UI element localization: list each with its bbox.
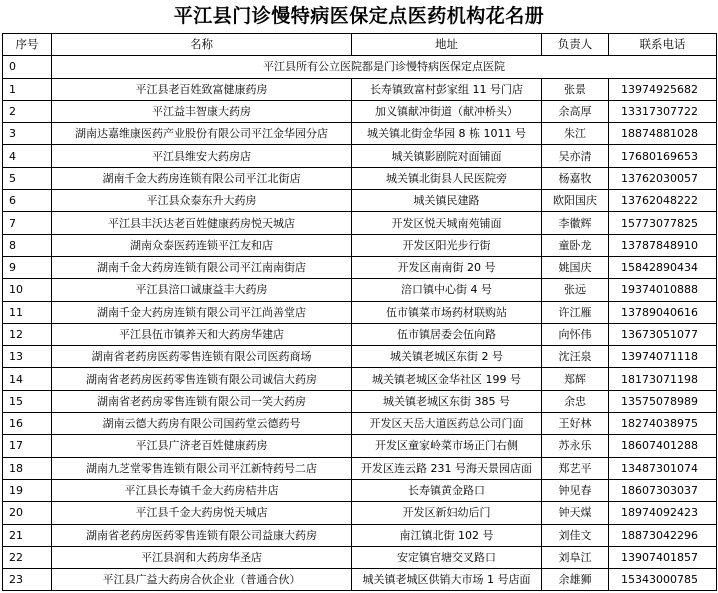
row-phone: 17680169653 bbox=[609, 145, 717, 167]
row-name: 湖南千金大药房连锁有限公司平江南南街店 bbox=[52, 256, 352, 278]
row-no: 2 bbox=[3, 100, 52, 122]
row-address: 城关镇北街金华园 8 栋 1011 号 bbox=[352, 123, 542, 145]
row-address: 伍市镇菜市场药材联购站 bbox=[352, 301, 542, 323]
table-row bbox=[3, 167, 717, 189]
row-person: 钟天煤 bbox=[542, 502, 609, 524]
header-address: 地址 bbox=[352, 34, 542, 56]
row-name: 湖南省老药房医药零售连锁有限公司益康大药房 bbox=[52, 524, 352, 546]
row-person: 余高厚 bbox=[542, 100, 609, 122]
row-no: 23 bbox=[3, 569, 52, 591]
row-phone: 13575078989 bbox=[609, 390, 717, 412]
row-person: 郑艺平 bbox=[542, 457, 609, 479]
row-name: 平江县广益大药房合伙企业（普通合伙） bbox=[52, 569, 352, 591]
row-phone: 13789040616 bbox=[609, 301, 717, 323]
row-no: 20 bbox=[3, 502, 52, 524]
table-row bbox=[3, 457, 717, 479]
row-phone: 13762030057 bbox=[609, 167, 717, 189]
row-name: 平江县广济老百姓健康药房 bbox=[52, 435, 352, 457]
table-row bbox=[3, 145, 717, 167]
table-row bbox=[3, 413, 717, 435]
row-name: 平江县众泰东升大药房 bbox=[52, 190, 352, 212]
row-address: 城关镇影剧院对面铺面 bbox=[352, 145, 542, 167]
row-phone: 13974071118 bbox=[609, 346, 717, 368]
row-person: 姚国庆 bbox=[542, 256, 609, 278]
row-person: 沈汪泉 bbox=[542, 346, 609, 368]
table-row bbox=[3, 78, 717, 100]
header-no: 序号 bbox=[3, 34, 52, 56]
row-no: 9 bbox=[3, 256, 52, 278]
row-person: 童卧龙 bbox=[542, 234, 609, 256]
registry-table bbox=[2, 33, 717, 591]
table-row bbox=[3, 323, 717, 345]
row-no: 10 bbox=[3, 279, 52, 301]
row-person: 张景 bbox=[542, 78, 609, 100]
row-phone: 15773077825 bbox=[609, 212, 717, 234]
row-no: 8 bbox=[3, 234, 52, 256]
row-no: 13 bbox=[3, 346, 52, 368]
table-row bbox=[3, 368, 717, 390]
row-phone: 13907401857 bbox=[609, 546, 717, 568]
row-phone: 13487301074 bbox=[609, 457, 717, 479]
table-row bbox=[3, 190, 717, 212]
row-name: 平江益丰智康大药房 bbox=[52, 100, 352, 122]
row-phone: 18607401288 bbox=[609, 435, 717, 457]
table-row bbox=[3, 390, 717, 412]
row-no: 11 bbox=[3, 301, 52, 323]
row-address: 城关镇老城区金华社区 199 号 bbox=[352, 368, 542, 390]
table-row bbox=[3, 546, 717, 568]
note-row bbox=[3, 56, 717, 78]
row-phone: 18607303037 bbox=[609, 479, 717, 501]
header-row bbox=[3, 34, 717, 56]
row-person: 郑辉 bbox=[542, 368, 609, 390]
row-person: 李徽辉 bbox=[542, 212, 609, 234]
table-row bbox=[3, 100, 717, 122]
header-name: 名称 bbox=[52, 34, 352, 56]
row-no: 19 bbox=[3, 479, 52, 501]
table-row bbox=[3, 435, 717, 457]
row-person: 朱江 bbox=[542, 123, 609, 145]
row-phone: 18274038975 bbox=[609, 413, 717, 435]
row-name: 平江县长寿镇千金大药房桔井店 bbox=[52, 479, 352, 501]
row-no: 5 bbox=[3, 167, 52, 189]
row-address: 伍市镇居委会伍向路 bbox=[352, 323, 542, 345]
row-person: 吴亦清 bbox=[542, 145, 609, 167]
row-no: 18 bbox=[3, 457, 52, 479]
row-name: 湖南云德大药房有限公司国药堂云德药号 bbox=[52, 413, 352, 435]
row-address: 城关镇民建路 bbox=[352, 190, 542, 212]
row-address: 开发区南南街 20 号 bbox=[352, 256, 542, 278]
row-phone: 13762048222 bbox=[609, 190, 717, 212]
header-phone: 联系电话 bbox=[609, 34, 717, 56]
row-person: 张远 bbox=[542, 279, 609, 301]
row-no: 1 bbox=[3, 78, 52, 100]
row-address: 城关镇老城区东街 385 号 bbox=[352, 390, 542, 412]
row-person: 余忠 bbox=[542, 390, 609, 412]
note-no: 0 bbox=[3, 56, 52, 78]
row-person: 余雄狮 bbox=[542, 569, 609, 591]
row-address: 城关镇老城区东街 2 号 bbox=[352, 346, 542, 368]
row-no: 16 bbox=[3, 413, 52, 435]
row-person: 苏永乐 bbox=[542, 435, 609, 457]
table-row bbox=[3, 301, 717, 323]
row-address: 开发区阳光步行街 bbox=[352, 234, 542, 256]
row-phone: 13673051077 bbox=[609, 323, 717, 345]
row-name: 平江县维安大药房店 bbox=[52, 145, 352, 167]
row-address: 涪口镇中心街 4 号 bbox=[352, 279, 542, 301]
row-name: 平江县涪口诚康益丰大药房 bbox=[52, 279, 352, 301]
table-row bbox=[3, 123, 717, 145]
row-phone: 13317307722 bbox=[609, 100, 717, 122]
row-person: 向怀伟 bbox=[542, 323, 609, 345]
row-address: 开发区童家岭菜市场正门右侧 bbox=[352, 435, 542, 457]
row-phone: 18874881028 bbox=[609, 123, 717, 145]
row-person: 杨嘉牧 bbox=[542, 167, 609, 189]
row-name: 湖南省老药房零售连锁有限公司一笑大药房 bbox=[52, 390, 352, 412]
row-phone: 13974925682 bbox=[609, 78, 717, 100]
table-row bbox=[3, 346, 717, 368]
row-name: 平江县润和大药房华圣店 bbox=[52, 546, 352, 568]
row-name: 平江县千金大药房悦天城店 bbox=[52, 502, 352, 524]
row-phone: 18974092423 bbox=[609, 502, 717, 524]
row-no: 15 bbox=[3, 390, 52, 412]
row-name: 湖南达嘉维康医药产业股份有限公司平江金华园分店 bbox=[52, 123, 352, 145]
row-no: 14 bbox=[3, 368, 52, 390]
row-person: 王好林 bbox=[542, 413, 609, 435]
row-phone: 15343000785 bbox=[609, 569, 717, 591]
row-name: 湖南九芝堂零售连锁有限公司平江新特药号二店 bbox=[52, 457, 352, 479]
row-address: 开发区悦天城南苑铺面 bbox=[352, 212, 542, 234]
row-address: 长寿镇致富村彭家组 11 号门店 bbox=[352, 78, 542, 100]
row-address: 安定镇官塘交叉路口 bbox=[352, 546, 542, 568]
note-text: 平江县所有公立医院都是门诊慢特病医保定点医院 bbox=[52, 56, 717, 78]
row-name: 平江县老百姓致富健康药房 bbox=[52, 78, 352, 100]
row-phone: 13787848910 bbox=[609, 234, 717, 256]
table-row bbox=[3, 524, 717, 546]
row-person: 钟见春 bbox=[542, 479, 609, 501]
row-phone: 15842890434 bbox=[609, 256, 717, 278]
row-address: 加义镇献冲街道（献冲桥头） bbox=[352, 100, 542, 122]
row-address: 城关镇北街县人民医院旁 bbox=[352, 167, 542, 189]
table-row bbox=[3, 569, 717, 591]
row-no: 21 bbox=[3, 524, 52, 546]
row-address: 开发区连云路 231 号海天景园店面 bbox=[352, 457, 542, 479]
row-no: 22 bbox=[3, 546, 52, 568]
table-row bbox=[3, 256, 717, 278]
row-name: 湖南众泰医药连锁平江友和店 bbox=[52, 234, 352, 256]
row-name: 湖南千金大药房连锁有限公司平江北街店 bbox=[52, 167, 352, 189]
row-no: 7 bbox=[3, 212, 52, 234]
table-row bbox=[3, 234, 717, 256]
row-address: 长寿镇黄金路口 bbox=[352, 479, 542, 501]
row-no: 4 bbox=[3, 145, 52, 167]
row-no: 17 bbox=[3, 435, 52, 457]
row-name: 湖南省老药房医药零售连锁有限公司医药商场 bbox=[52, 346, 352, 368]
row-name: 平江县伍市镇养天和大药房华建店 bbox=[52, 323, 352, 345]
row-phone: 18873042296 bbox=[609, 524, 717, 546]
row-name: 湖南省老药房医药零售连锁有限公司诚信大药房 bbox=[52, 368, 352, 390]
row-name: 平江县丰沃达老百姓健康药房悦天城店 bbox=[52, 212, 352, 234]
row-address: 南江镇北街 102 号 bbox=[352, 524, 542, 546]
header-person: 负责人 bbox=[542, 34, 609, 56]
row-address: 城关镇老城区供销大市场 1 号店面 bbox=[352, 569, 542, 591]
row-no: 6 bbox=[3, 190, 52, 212]
row-phone: 18173071198 bbox=[609, 368, 717, 390]
row-no: 3 bbox=[3, 123, 52, 145]
row-name: 湖南千金大药房连锁有限公司平江尚善堂店 bbox=[52, 301, 352, 323]
row-phone: 19374010888 bbox=[609, 279, 717, 301]
row-person: 刘阜江 bbox=[542, 546, 609, 568]
row-person: 欧阳国庆 bbox=[542, 190, 609, 212]
row-address: 开发区新妇幼后门 bbox=[352, 502, 542, 524]
table-row bbox=[3, 212, 717, 234]
table-row bbox=[3, 279, 717, 301]
row-person: 刘佳文 bbox=[542, 524, 609, 546]
row-person: 许江雁 bbox=[542, 301, 609, 323]
page-title: 平江县门诊慢特病医保定点医药机构花名册 bbox=[173, 5, 545, 27]
row-address: 开发区天岳大道医药总公司门面 bbox=[352, 413, 542, 435]
table-row bbox=[3, 502, 717, 524]
table-row bbox=[3, 479, 717, 501]
row-no: 12 bbox=[3, 323, 52, 345]
